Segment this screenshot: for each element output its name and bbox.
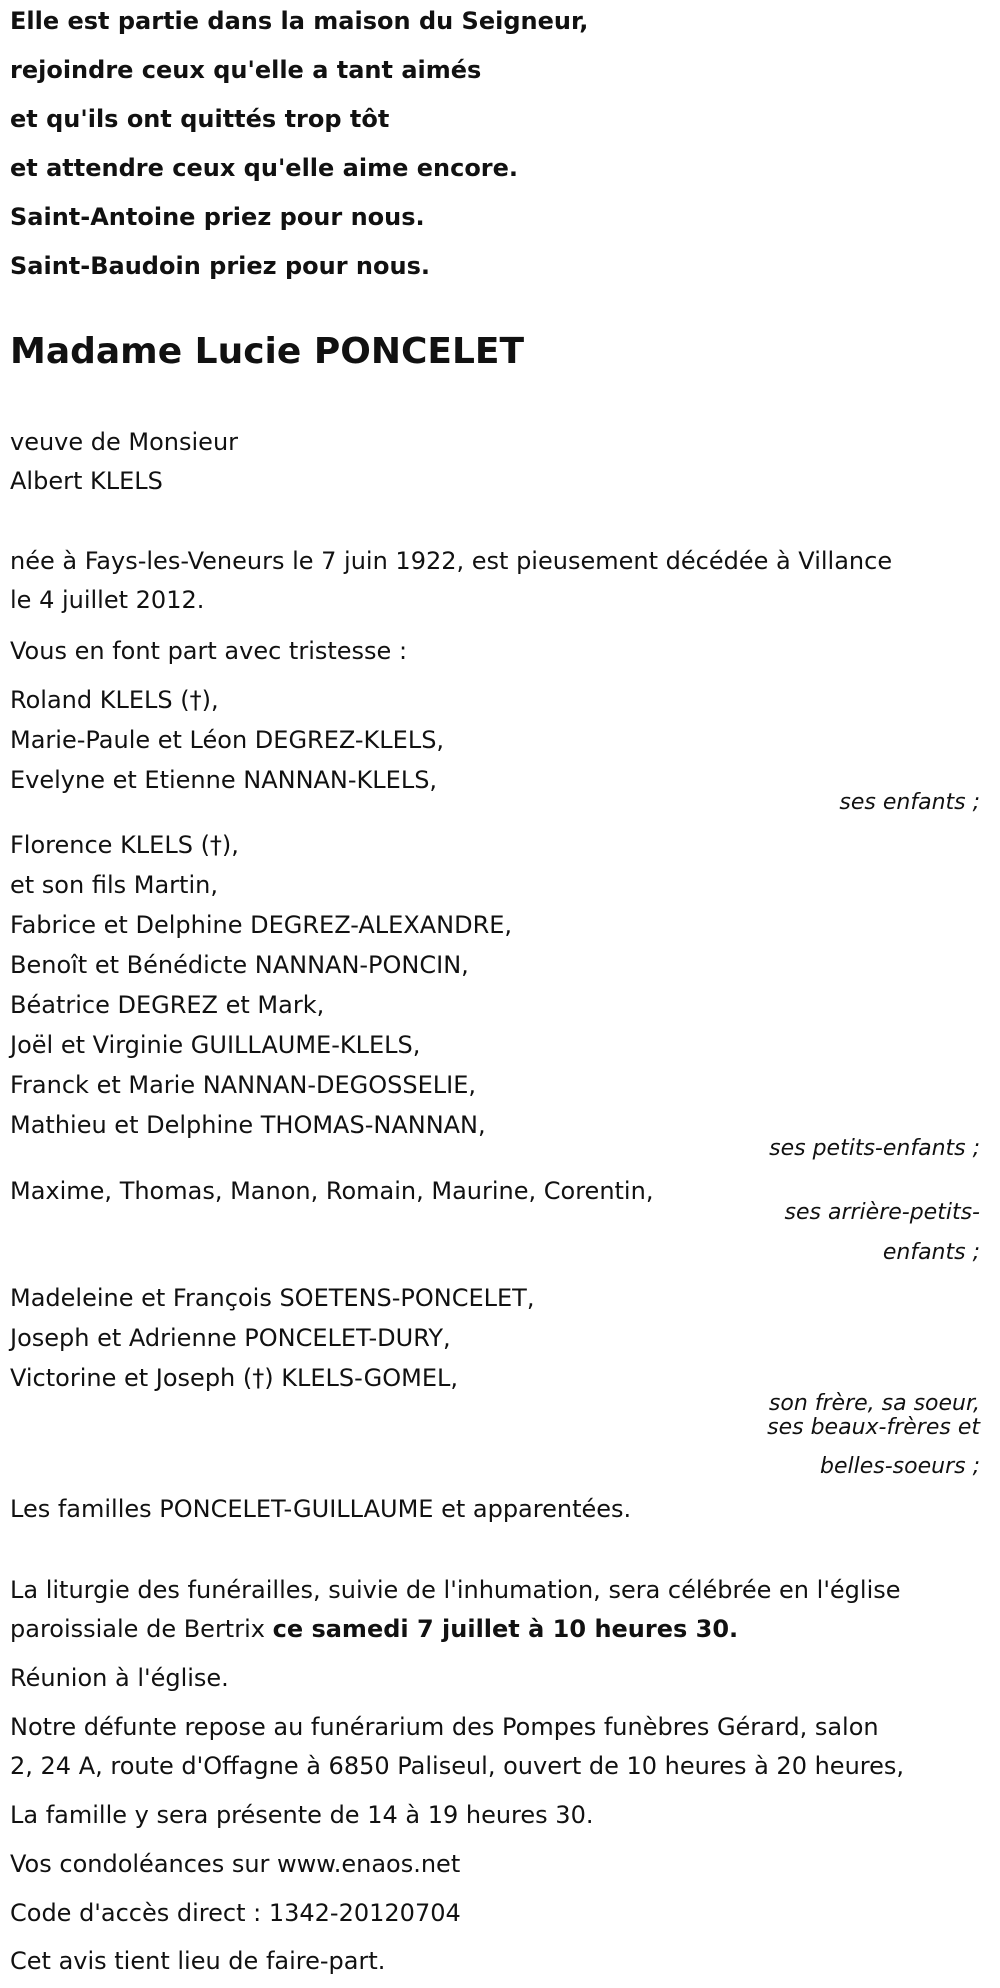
great-grandchildren-relation: enfants ; xyxy=(882,1240,980,1265)
funeral-date: ce samedi 7 juillet à 10 heures 30. xyxy=(272,1615,739,1643)
sibling-name: Joseph et Adrienne PONCELET-DURY, xyxy=(10,1324,451,1352)
funeral-line: La liturgie des funérailles, suivie de l'inhumation, sera célébrée en l'église xyxy=(10,1576,901,1604)
birth-death-line: née à Fays-les-Veneurs le 7 juin 1922, est pieusement décédée à Villance xyxy=(10,547,893,575)
grandchildren-name: Franck et Marie NANNAN-DEGOSSELIE, xyxy=(10,1071,477,1099)
verse-line: Elle est partie dans la maison du Seigneur, xyxy=(10,7,589,35)
verse-line: et attendre ceux qu'elle aime encore. xyxy=(10,154,519,182)
verse-line: rejoindre ceux qu'elle a tant aimés xyxy=(10,56,482,84)
deceased-name: Madame Lucie PONCELET xyxy=(10,331,525,372)
siblings-relation: belles-soeurs ; xyxy=(820,1454,980,1479)
funeral-place: paroissiale de Bertrix xyxy=(10,1615,273,1643)
sibling-name: Victorine et Joseph (†) KLELS-GOMEL, xyxy=(10,1364,459,1392)
condolences-line: Vos condoléances sur www.enaos.net xyxy=(10,1850,461,1878)
grandchildren-name: Mathieu et Delphine THOMAS-NANNAN, xyxy=(10,1111,486,1139)
funerarium-line: 2, 24 A, route d'Offagne à 6850 Paliseul, ouvert de 10 heures à 20 heures, xyxy=(10,1752,905,1780)
sibling-name: Madeleine et François SOETENS-PONCELET, xyxy=(10,1284,535,1312)
great-grandchildren-name: Maxime, Thomas, Manon, Romain, Maurine, Corentin, xyxy=(10,1177,654,1205)
family-presence-line: La famille y sera présente de 14 à 19 heures 30. xyxy=(10,1801,594,1829)
closing-line: Cet avis tient lieu de faire-part. xyxy=(10,1947,386,1975)
spouse-line: Albert KLELS xyxy=(10,467,163,495)
children-name: Marie-Paule et Léon DEGREZ-KLELS, xyxy=(10,726,445,754)
grandchildren-name: et son fils Martin, xyxy=(10,871,218,899)
grandchildren-name: Béatrice DEGREZ et Mark, xyxy=(10,991,325,1019)
funeral-line xyxy=(10,1614,738,1644)
meeting-line: Réunion à l'église. xyxy=(10,1664,229,1692)
grandchildren-name: Benoît et Bénédicte NANNAN-PONCIN, xyxy=(10,951,469,979)
spouse-line: veuve de Monsieur xyxy=(10,428,239,456)
grandchildren-name: Joël et Virginie GUILLAUME-KLELS, xyxy=(10,1031,421,1059)
grandchildren-relation: ses petits-enfants ; xyxy=(769,1136,980,1161)
birth-death-line: le 4 juillet 2012. xyxy=(10,586,205,614)
great-grandchildren-relation: ses arrière-petits- xyxy=(784,1200,980,1225)
grandchildren-name: Florence KLELS (†), xyxy=(10,831,239,859)
verse-line: Saint-Antoine priez pour nous. xyxy=(10,203,425,231)
siblings-relation: ses beaux-frères et xyxy=(767,1415,980,1440)
verse-line: et qu'ils ont quittés trop tôt xyxy=(10,105,390,133)
children-relation: ses enfants ; xyxy=(839,790,980,815)
families-line: Les familles PONCELET-GUILLAUME et apparentées. xyxy=(10,1495,632,1523)
access-code-line: Code d'accès direct : 1342-20120704 xyxy=(10,1899,461,1927)
grandchildren-name: Fabrice et Delphine DEGREZ-ALEXANDRE, xyxy=(10,911,513,939)
siblings-relation: son frère, sa soeur, xyxy=(768,1391,980,1416)
intro-line: Vous en font part avec tristesse : xyxy=(10,637,408,665)
verse-line: Saint-Baudoin priez pour nous. xyxy=(10,252,430,280)
children-name: Roland KLELS (†), xyxy=(10,686,219,714)
funerarium-line: Notre défunte repose au funérarium des Pompes funèbres Gérard, salon xyxy=(10,1713,879,1741)
children-name: Evelyne et Etienne NANNAN-KLELS, xyxy=(10,766,438,794)
